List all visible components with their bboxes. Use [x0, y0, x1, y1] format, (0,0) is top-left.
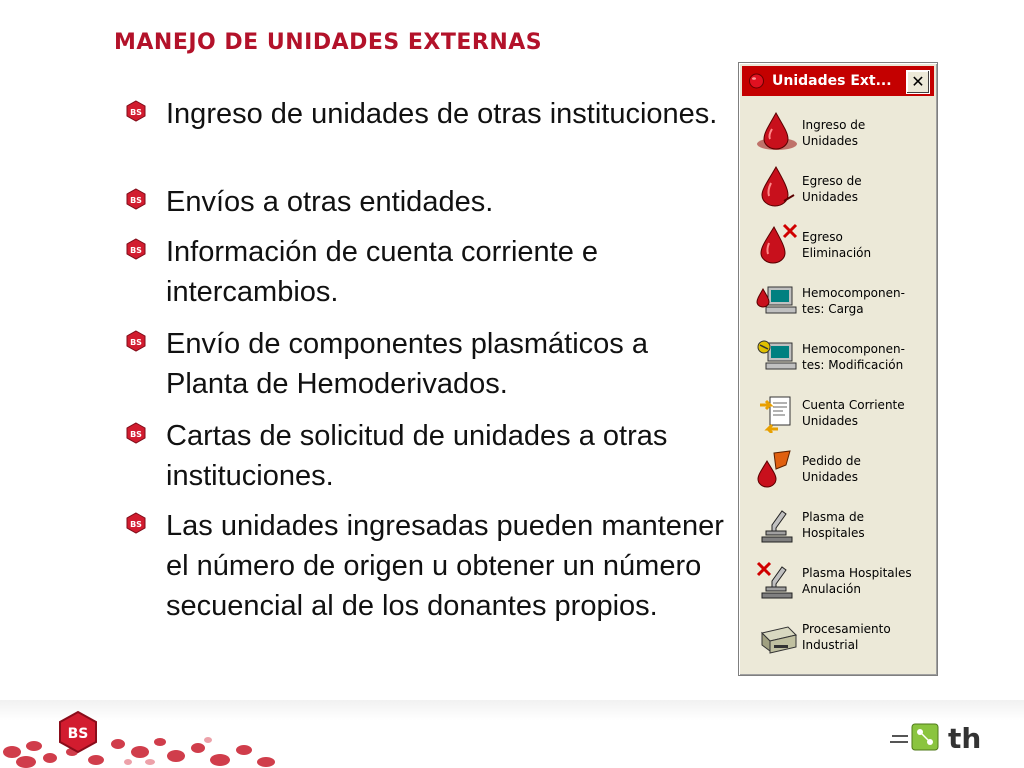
blood-drop-icon — [748, 72, 765, 89]
svg-text:BS: BS — [130, 520, 142, 529]
printer-icon — [754, 613, 800, 657]
microscope-icon — [754, 501, 800, 545]
microscope-cancel-icon — [754, 557, 800, 601]
bullet-item — [126, 94, 726, 134]
tool-label: Plasma de Hospitales — [802, 510, 865, 540]
tool-label: Ingreso de Unidades — [802, 118, 866, 148]
blood-cells-decoration — [0, 700, 300, 768]
bs-bullet-icon — [126, 188, 146, 210]
window-titlebar[interactable] — [742, 66, 934, 96]
bullet-text: Las unidades ingresadas pueden mantener el número de origen u obtener un número secuencial al de los donantes propios. — [166, 510, 724, 622]
bullet-text: Cartas de solicitud de unidades a otras instituciones. — [166, 420, 668, 492]
bs-logo-text: BS — [67, 726, 89, 742]
document-transfer-icon — [754, 389, 800, 433]
tool-plasma-hospitales[interactable] — [742, 495, 934, 551]
tool-plasma-anulacion[interactable] — [742, 551, 934, 607]
slide-title: MANEJO DE UNIDADES EXTERNAS — [114, 30, 543, 55]
tool-label: Cuenta Corriente Unidades — [802, 398, 905, 428]
svg-text:BS: BS — [130, 246, 142, 255]
bs-bullet-icon — [126, 100, 146, 122]
bullet-text: Envíos a otras entidades. — [166, 186, 494, 218]
tool-hemocomponentes-modificacion[interactable] — [742, 327, 934, 383]
blood-drop-in-icon — [754, 109, 800, 153]
tool-label: Pedido de Unidades — [802, 454, 861, 484]
bs-bullet-icon — [126, 330, 146, 352]
tool-ingreso-unidades[interactable] — [742, 103, 934, 159]
bs-bullet-icon — [126, 512, 146, 534]
tool-egreso-unidades[interactable] — [742, 159, 934, 215]
toolbar-list — [742, 101, 934, 669]
svg-text:BS: BS — [130, 108, 142, 117]
tool-pedido-unidades[interactable] — [742, 439, 934, 495]
tool-label: Egreso de Unidades — [802, 174, 862, 204]
tool-label: Hemocomponen- tes: Carga — [802, 286, 905, 316]
bullet-item — [126, 324, 726, 404]
svg-text:BS: BS — [130, 430, 142, 439]
bullet-item — [126, 506, 726, 626]
bullet-item — [126, 232, 726, 312]
tool-hemocomponentes-carga[interactable] — [742, 271, 934, 327]
computer-load-icon — [754, 277, 800, 321]
bullet-text: Envío de componentes plasmáticos a Planta de Hemoderivados. — [166, 328, 648, 400]
bs-bullet-icon — [126, 422, 146, 444]
th-logo-text: th — [948, 722, 982, 755]
tool-label: Egreso Eliminación — [802, 230, 872, 260]
blood-drop-out-icon — [754, 165, 800, 209]
computer-edit-icon — [754, 333, 800, 377]
unidades-externas-window — [738, 62, 938, 676]
tool-procesamiento-industrial[interactable] — [742, 607, 934, 663]
close-button[interactable]: ✕ — [906, 70, 930, 94]
tool-cuenta-corriente[interactable] — [742, 383, 934, 439]
tool-label: Hemocomponen- tes: Modificación — [802, 342, 905, 372]
tool-label: Procesamiento Industrial — [802, 622, 891, 652]
bs-bullet-icon — [126, 238, 146, 260]
svg-text:BS: BS — [130, 338, 142, 347]
th-logo — [888, 716, 1000, 760]
blood-drop-delete-icon — [754, 221, 800, 265]
blood-request-icon — [754, 445, 800, 489]
window-title: Unidades Ext... — [772, 73, 892, 89]
bullet-item — [126, 416, 726, 496]
svg-text:BS: BS — [130, 196, 142, 205]
bs-logo — [56, 710, 100, 754]
bullet-item — [126, 182, 726, 222]
tool-egreso-eliminacion[interactable] — [742, 215, 934, 271]
bullet-text: Ingreso de unidades de otras instituciones. — [166, 98, 718, 130]
tool-label: Plasma Hospitales Anulación — [802, 566, 912, 596]
bullet-text: Información de cuenta corriente e intercambios. — [166, 236, 599, 308]
